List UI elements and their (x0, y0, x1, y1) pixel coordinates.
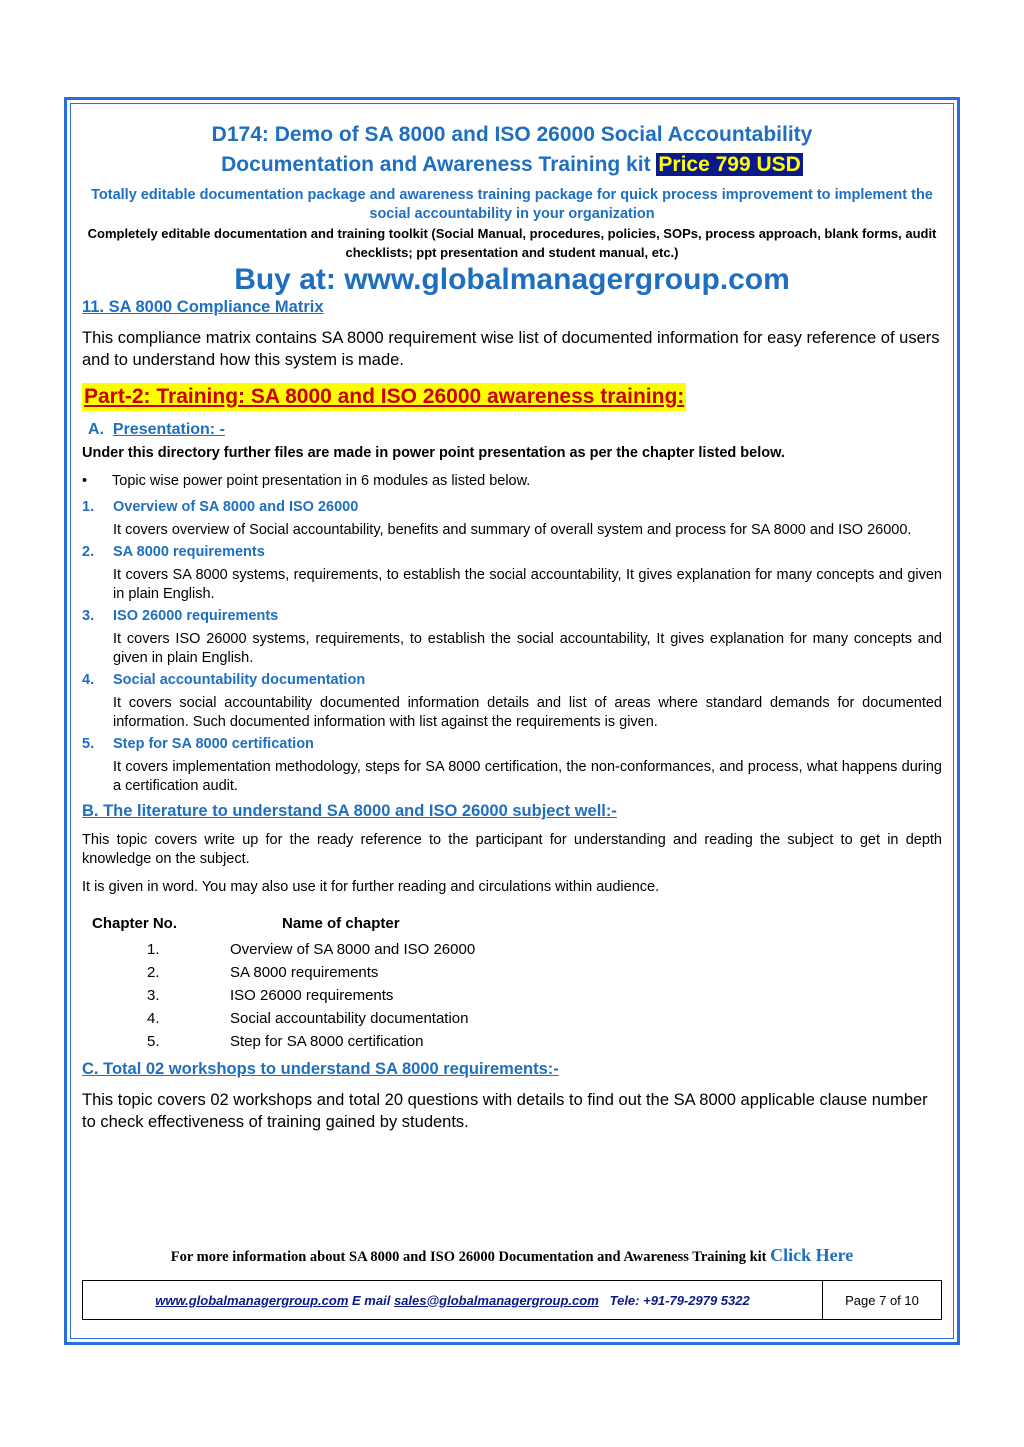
item-body: It covers implementation methodology, steps for SA 8000 certification, the non-conformances, and process, what happens during a certification audit. (113, 759, 942, 794)
bullet-dot-icon: • (82, 473, 88, 489)
click-here-link[interactable]: Click Here (770, 1245, 854, 1265)
item-title: ISO 26000 requirements (113, 608, 279, 624)
website-link[interactable]: www.globalmanagergroup.com (155, 1292, 349, 1308)
chapter-name-text: ISO 26000 requirements (230, 987, 394, 1004)
part2-heading: Part-2: Training: SA 8000 and ISO 26000 awareness training: (82, 383, 686, 411)
chapter-no: 4. (147, 1010, 160, 1027)
section11-text: This compliance matrix contains SA 8000 requirement wise list of documented information for easy reference of users and to understand how this system is made. (82, 329, 940, 369)
bullet-item (82, 473, 942, 489)
chapter-no: 1. (147, 941, 160, 958)
bullet-text: Topic wise power point presentation in 6 modules as listed below. (112, 473, 531, 489)
col-chapter-name: Name of chapter (282, 915, 400, 932)
item-heading (82, 736, 942, 752)
footer-box (82, 1280, 942, 1320)
list-item (82, 672, 942, 732)
price-badge: Price 799 USD (658, 153, 801, 176)
chapter-name (230, 1033, 475, 1056)
directory-text: Under this directory further files are made in power point presentation as per the chapter listed below. (82, 445, 785, 461)
table-row (92, 964, 475, 987)
presentation-list (82, 499, 942, 796)
chapter-name (230, 987, 475, 1010)
chapter-name-text: Overview of SA 8000 and ISO 26000 (230, 941, 476, 958)
chapter-name (230, 964, 475, 987)
table-row (92, 941, 475, 964)
section-a-label: Presentation: - (112, 421, 225, 438)
section-a-prefix: A. (88, 421, 104, 438)
chapter-name-text: SA 8000 requirements (230, 964, 379, 981)
footer-note (82, 1245, 942, 1266)
table-row (92, 1010, 475, 1033)
chapter-no: 5. (147, 1033, 160, 1050)
subtitle-blue: Totally editable documentation package and awareness training package for quick process improvement to implement the social accountability in your organization (91, 187, 933, 222)
section-c-heading: C. Total 02 workshops to understand SA 8000 requirements:- (82, 1060, 559, 1078)
footer-note-text: For more information about SA 8000 and ISO 26000 Documentation and Awareness Training kit (170, 1249, 767, 1265)
title-line1: D174: Demo of SA 8000 and ISO 26000 Social Accountability (211, 123, 813, 146)
chapter-name-text: Social accountability documentation (230, 1010, 469, 1027)
chapter-no: 2. (147, 964, 160, 981)
item-number: 2. (82, 544, 95, 560)
item-heading (82, 608, 942, 624)
item-body: It covers social accountability documented information details and list of areas where standard demands for documented information. Such documented information with list against the requirements is given. (113, 695, 942, 730)
item-title: Social accountability documentation (113, 672, 366, 688)
item-number: 1. (82, 499, 95, 515)
document-title (82, 120, 942, 180)
chapter-name (230, 941, 476, 964)
chapter-name-text: Step for SA 8000 certification (230, 1033, 424, 1050)
email-link[interactable]: sales@globalmanagergroup.com (393, 1292, 599, 1308)
item-body: It covers ISO 26000 systems, requirements, to establish the social accountability, It gives explanation for many concepts and given in plain English. (113, 631, 942, 666)
footer-contact (83, 1293, 822, 1308)
subtitle-black: Completely editable documentation and training toolkit (Social Manual, procedures, policies, SOPs, process approach, blank forms, audit checklists; ppt presentation and student manual, etc.) (87, 226, 937, 260)
table-row (92, 987, 475, 1010)
chapter-table (92, 915, 475, 1056)
telephone: Tele: +91-79-2979 5322 (609, 1292, 750, 1308)
item-title: SA 8000 requirements (113, 544, 265, 560)
item-heading (82, 672, 942, 688)
chapter-table-header (92, 915, 475, 941)
item-number: 4. (82, 672, 95, 688)
section-c-text: This topic covers 02 workshops and total 20 questions with details to find out the SA 8000 applicable clause number to check effectiveness of training gained by students. (82, 1091, 928, 1131)
document-body (82, 120, 942, 1133)
item-heading (82, 544, 942, 560)
page-number: Page 7 of 10 (822, 1281, 941, 1319)
buy-link[interactable]: Buy at: www.globalmanagergroup.com (234, 263, 790, 296)
item-heading (82, 499, 942, 515)
section-a-heading (82, 421, 942, 439)
list-item (82, 544, 942, 604)
item-number: 3. (82, 608, 95, 624)
chapter-name (230, 1010, 475, 1033)
col-chapter-no: Chapter No. (92, 915, 178, 932)
item-body: It covers overview of Social accountability, benefits and summary of overall system and process for SA 8000 and ISO 26000. (113, 522, 912, 538)
item-title: Overview of SA 8000 and ISO 26000 (113, 499, 359, 515)
email-label: E mail (352, 1292, 391, 1308)
title-line2: Documentation and Awareness Training kit (221, 153, 651, 176)
list-item (82, 499, 942, 540)
item-number: 5. (82, 736, 95, 752)
chapter-no: 3. (147, 987, 160, 1004)
table-row (92, 1033, 475, 1056)
item-title: Step for SA 8000 certification (113, 736, 314, 752)
section11-heading: 11. SA 8000 Compliance Matrix (82, 298, 324, 316)
section-b-heading: B. The literature to understand SA 8000 and ISO 26000 subject well:- (82, 802, 617, 820)
list-item (82, 736, 942, 796)
section-b-text1: This topic covers write up for the ready reference to the participant for understanding and reading the subject to get in depth knowledge on the subject. (82, 832, 942, 867)
section-b-text2: It is given in word. You may also use it for further reading and circulations within audience. (82, 879, 660, 895)
item-body: It covers SA 8000 systems, requirements, to establish the social accountability, It gives explanation for many concepts and given in plain English. (113, 567, 942, 602)
list-item (82, 608, 942, 668)
